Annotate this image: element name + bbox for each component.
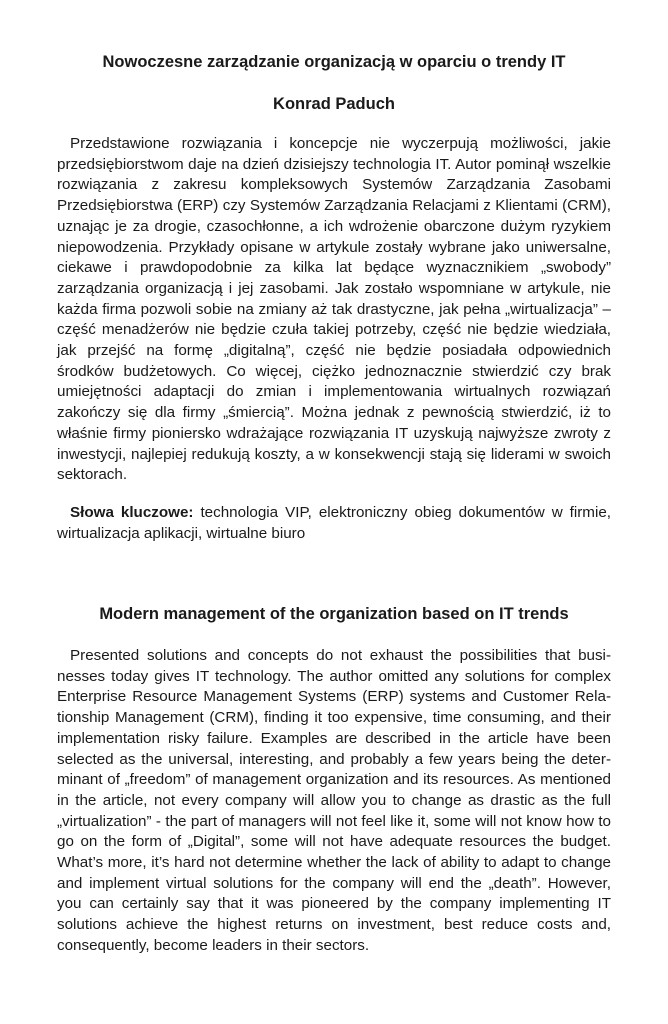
abstract-english: Presented solutions and concepts do not exhaust the possibilities that businesses today gives IT technology. The author omitted any solutions for complex Enterprise Resource Management Systems (ERP) systems and Customer Relationship Management (CRM), finding it too expensive, time consuming, and their implementation risky failure. Examples are described in the article have been selected as the universal, interesting, and probably a few years being the determinant of „freedom” of management organization and its resources. As mentioned in the article, not every company will allow you to change as drastic as the full „virtualization” - the part of managers will not feel like it, some will not know how to go on the form of „Digital”, some will not have adequate resources the budget. What’s more, it’s hard not determine whether the lack of ability to adapt to change and implement virtual solutions for the company will end the „death”. However, you can certainly say that it was pioneered by the company implementing IT solutions achieve the highest returns on investment, best reduce costs and, consequently, become leaders in their sectors. bbox=[57, 647, 611, 954]
keywords-label: Słowa kluczowe: bbox=[70, 504, 194, 521]
keywords-list: technologia VIP, elektroniczny obieg dokumentów w firmie, wirtualizacja aplikacji, wirtualne biuro bbox=[57, 504, 611, 542]
article-title-polish: Nowoczesne zarządzanie organizacją w oparciu o trendy IT bbox=[102, 53, 566, 71]
article-title-english: Modern management of the organization based on IT trends bbox=[99, 605, 569, 623]
author-name: Konrad Paduch bbox=[273, 95, 395, 113]
keywords-polish bbox=[57, 503, 611, 544]
abstract-polish: Przedstawione rozwiązania i koncepcje nie wyczerpują możliwości, jakie przedsiębiorstwom daje na dzień dzisiejszy technologia IT. Autor pominął wszelkie rozwiązania z zakresu kompleksowych Systemów Zarządzania Zasobami Przedsiębiorstwa (ERP) czy Systemów Zarządzania Relacjami z Klientami (CRM), uznając je za drogie, czasochłonne, a ich wdrożenie obarczone dużym ryzykiem niepowodzenia. Przykłady opisane w artykule zostały wybrane jako uniwersalne, ciekawe i prawdopodobnie za kilka lat będące wyznacznikiem „swobody” zarządzania organizacją i jej zasobami. Jak zostało wspomniane w artykule, nie każda firma pozwoli sobie na zmiany aż tak drastyczne, jak pełna „wirtualizacja” – część menadżerów nie będzie czuła takiej potrzeby, część nie będzie wiedziała, jak przejść na formę „digitalną”, część nie będzie posiadała odpowiednich środków budżetowych. Co więcej, ciężko jednoznacznie stwierdzić czy brak umiejętności adaptacji do zmian i implementowania wirtualnych rozwiązań zakończy się dla firmy „śmiercią”. Można jednak z pewnością stwierdzić, iż to właśnie firmy pioniersko wdrażające rozwiązania IT uzyskują najwyższe zwroty z inwestycji, najlepiej redukują koszty, a w konsekwencji stają się liderami w swoich sektorach. bbox=[57, 135, 611, 484]
